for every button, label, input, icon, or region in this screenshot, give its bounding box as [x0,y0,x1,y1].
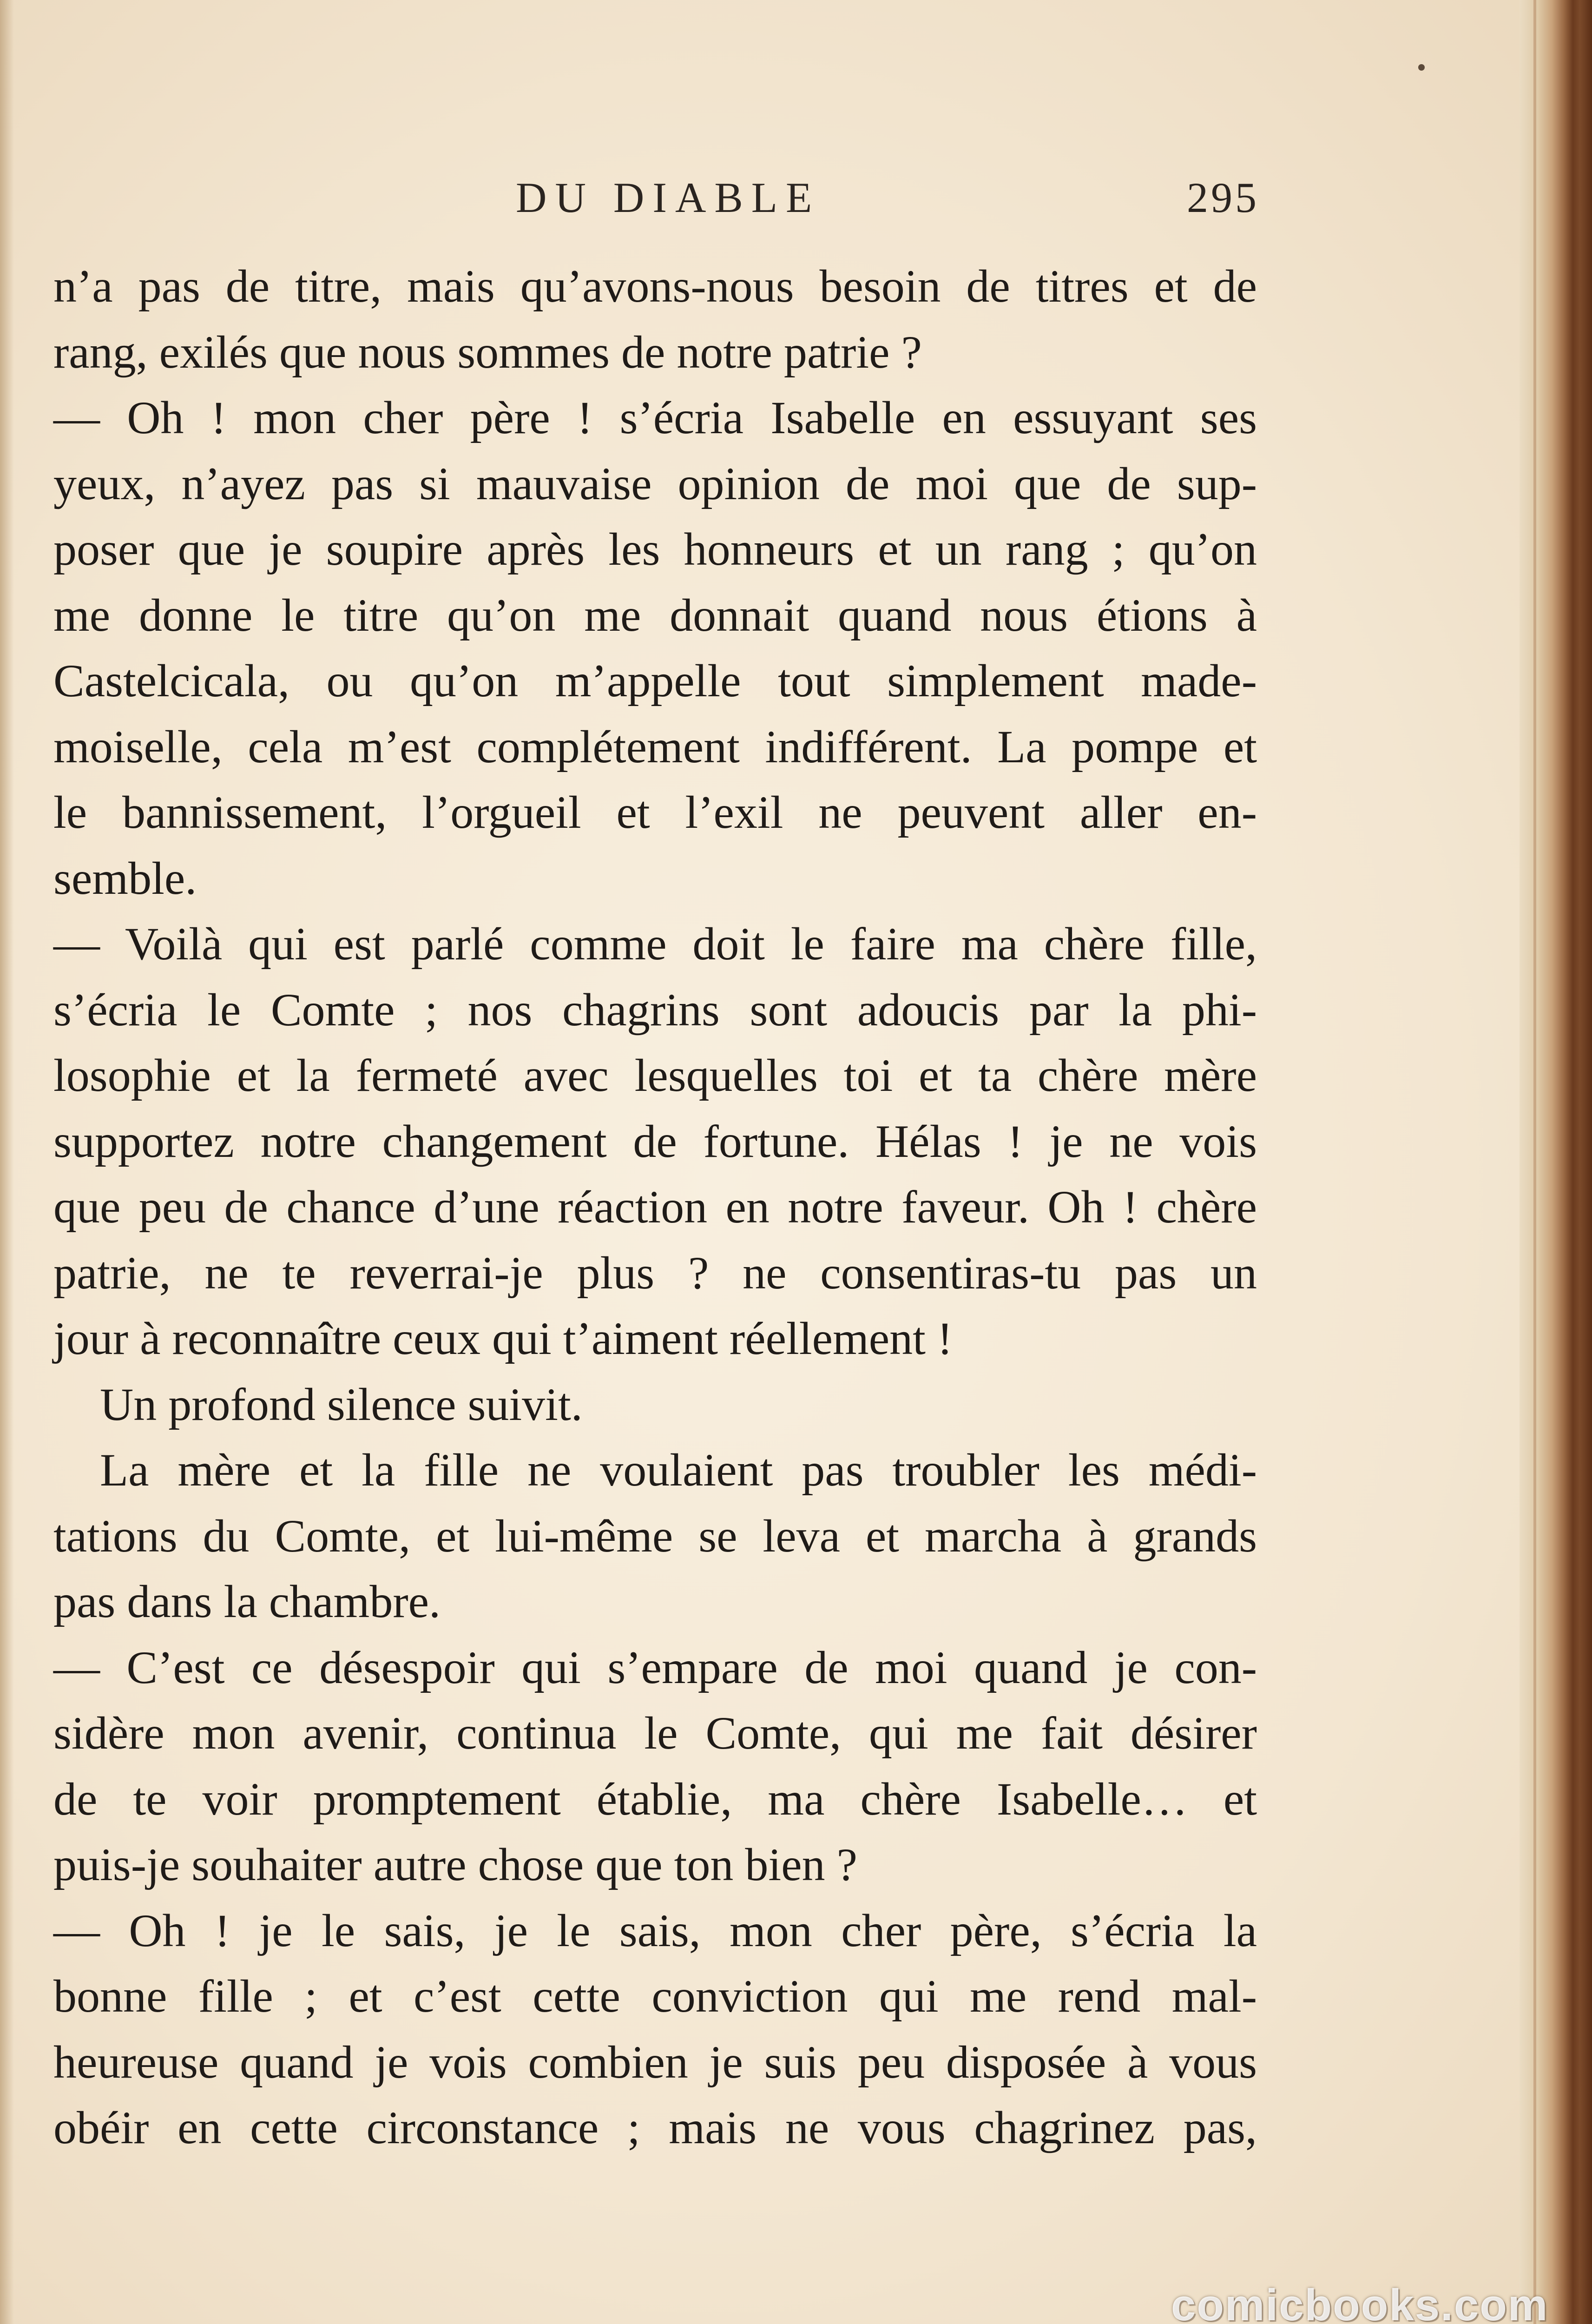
text-line: losophie et la fermeté avec lesquelles toi et ta chère mère [53,1050,1257,1101]
gutter-shadow [0,0,14,2324]
page-edge-line [1533,0,1536,2324]
text-line: poser que je soupire après les honneurs et un rang ; qu’on [53,523,1257,575]
text-line: La mère et la fille ne voulaient pas troubler les médi- [100,1444,1257,1496]
ink-speck [1418,64,1425,71]
text-line: puis-je souhaiter autre chose que ton bien ? [53,1839,857,1890]
text-line: semble. [53,852,197,904]
text-line: jour à reconnaître ceux qui t’aiment réellement ! [53,1313,953,1364]
running-head: DU DIABLE [516,174,821,221]
text-line: n’a pas de titre, mais qu’avons-nous besoin de titres et de [53,260,1257,312]
text-line: bonne fille ; et c’est cette conviction qui me rend mal- [53,1970,1257,2022]
text-line: s’écria le Comte ; nos chagrins sont adoucis par la phi- [53,984,1257,1036]
text-line: Castelcicala, ou qu’on m’appelle tout simplement made- [53,655,1257,706]
text-line: supportez notre changement de fortune. Hélas ! je ne vois [53,1115,1257,1167]
text-line: — Oh ! je le sais, je le sais, mon cher père, s’écria la [53,1904,1257,1956]
text-line: — Oh ! mon cher père ! s’écria Isabelle en essuyant ses [53,392,1257,443]
page-edge [1520,0,1592,2324]
text-line: que peu de chance d’une réaction en notre faveur. Oh ! chère [53,1181,1257,1233]
text-line: moiselle, cela m’est complétement indifférent. La pompe et [53,720,1257,772]
text-line: — Voilà qui est parlé comme doit le faire ma chère fille, [53,918,1257,970]
text-line: heureuse quand je vois combien je suis peu disposée à vous [53,2036,1257,2088]
text-line: pas dans la chambre. [53,1576,441,1627]
text-line: patrie, ne te reverrai-je plus ? ne consentiras-tu pas un [53,1247,1257,1299]
text-line: sidère mon avenir, continua le Comte, qui me fait désirer [53,1707,1257,1759]
page-header [51,173,1259,233]
text-line: me donne le titre qu’on me donnait quand nous étions à [53,589,1257,641]
text-line: tations du Comte, et lui-même se leva et marcha à grands [53,1510,1257,1562]
text-line: de te voir promptement établie, ma chère Isabelle… et [53,1773,1257,1825]
body-text [53,253,1257,2161]
text-line: rang, exilés que nous sommes de notre patrie ? [53,326,922,378]
text-line: Un profond silence suivit. [100,1378,583,1430]
text-line: yeux, n’ayez pas si mauvaise opinion de moi que de sup- [53,457,1257,509]
watermark: comicbooks.com [1171,2280,1549,2324]
page-number: 295 [1187,174,1259,221]
text-line: obéir en cette circonstance ; mais ne vous chagrinez pas, [53,2102,1257,2153]
text-line: — C’est ce désespoir qui s’empare de moi quand je con- [53,1641,1257,1693]
text-line: le bannissement, l’orgueil et l’exil ne peuvent aller en- [53,786,1257,838]
